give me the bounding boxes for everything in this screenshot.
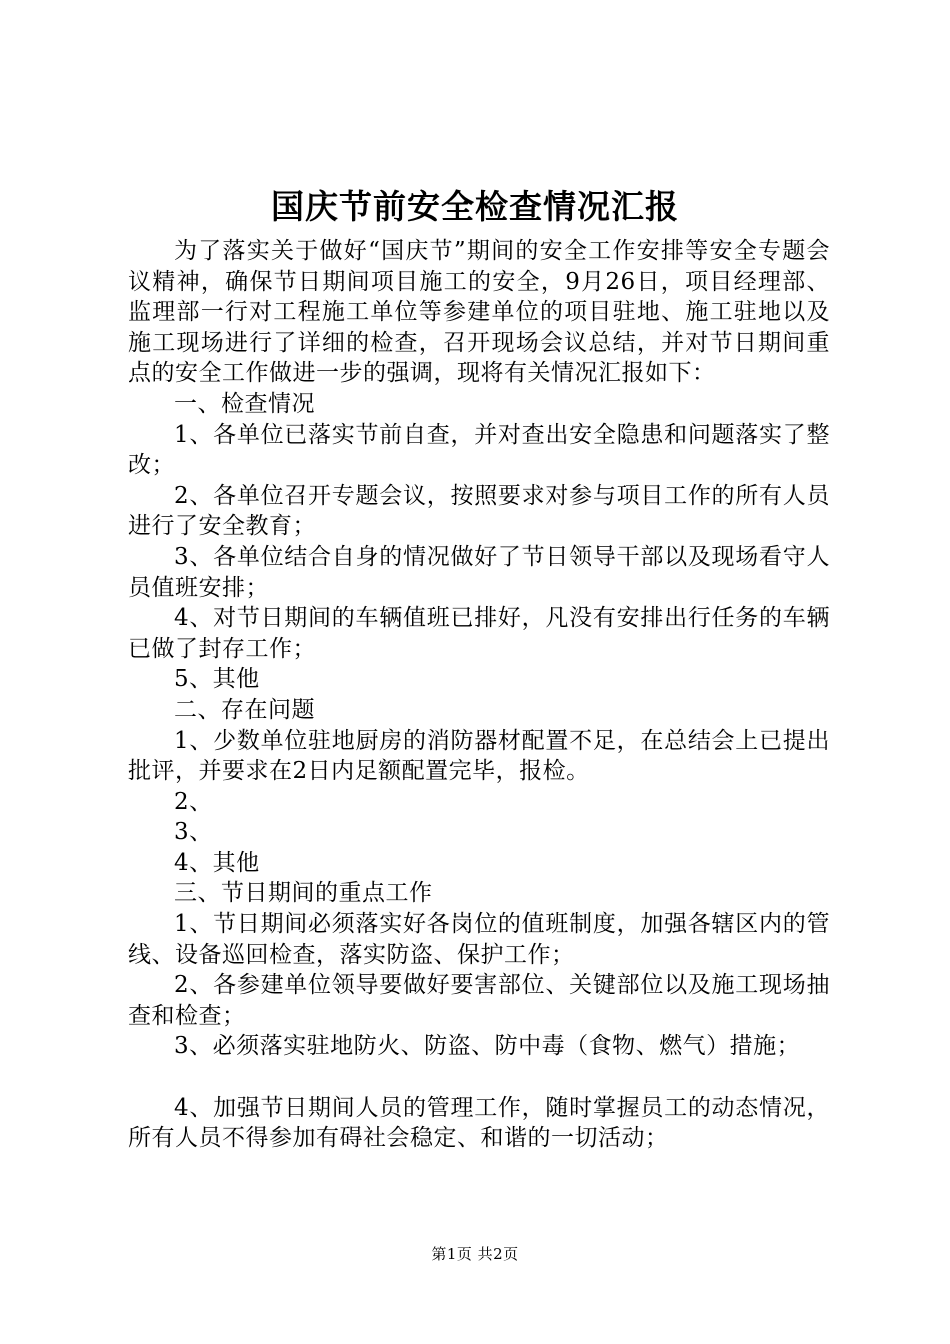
list-item: 4、对节日期间的车辆值班已排好，凡没有安排出行任务的车辆已做了封存工作； bbox=[128, 605, 830, 662]
list-item: 2、各参建单位领导要做好要害部位、关键部位以及施工现场抽查和检查； bbox=[128, 972, 830, 1029]
section-heading-key-work: 三、节日期间的重点工作 bbox=[174, 880, 433, 907]
list-item: 2、 bbox=[174, 788, 213, 815]
list-item: 3、各单位结合自身的情况做好了节日领导干部以及现场看守人员值班安排； bbox=[128, 543, 830, 601]
page-title: 国庆节前安全检查情况汇报 bbox=[271, 187, 679, 226]
list-item: 4、加强节日期间人员的管理工作，随时掌握员工的动态情况，所有人员不得参加有碍社会稳定、和谐的一切活动； bbox=[128, 1094, 830, 1152]
list-item: 1、节日期间必须落实好各岗位的值班制度，加强各辖区内的管线、设备巡回检查，落实防盗、保护工作； bbox=[128, 911, 830, 968]
page-footer: 第1页 共2页 bbox=[431, 1245, 519, 1263]
intro-paragraph: 为了落实关于做好“国庆节”期间的安全工作安排等安全专题会议精神，确保节日期间项目施工的安全，9月26日，项目经理部、监理部一行对工程施工单位等参建单位的项目驻地、施工驻地以及施工现场进行了详细的检查，召开现场会议总结，并对节日期间重点的安全工作做进一步的强调，现将有关情况汇报如下： bbox=[128, 238, 830, 387]
list-item: 2、各单位召开专题会议，按照要求对参与项目工作的所有人员进行了安全教育； bbox=[128, 482, 830, 540]
document-body bbox=[128, 236, 830, 1154]
list-item: 3、 bbox=[174, 819, 213, 846]
section-heading-inspection: 一、检查情况 bbox=[174, 390, 315, 417]
list-item: 3、必须落实驻地防火、防盗、防中毒（食物、燃气）措施； bbox=[174, 1033, 801, 1060]
list-item: 5、其他 bbox=[174, 666, 260, 693]
list-item: 1、各单位已落实节前自查，并对查出安全隐患和问题落实了整改； bbox=[128, 421, 830, 479]
list-item: 4、其他 bbox=[174, 849, 260, 876]
list-item: 1、少数单位驻地厨房的消防器材配置不足，在总结会上已提出批评，并要求在2日内足额配置完毕，报检。 bbox=[128, 727, 830, 785]
section-heading-problems: 二、存在问题 bbox=[174, 696, 315, 723]
